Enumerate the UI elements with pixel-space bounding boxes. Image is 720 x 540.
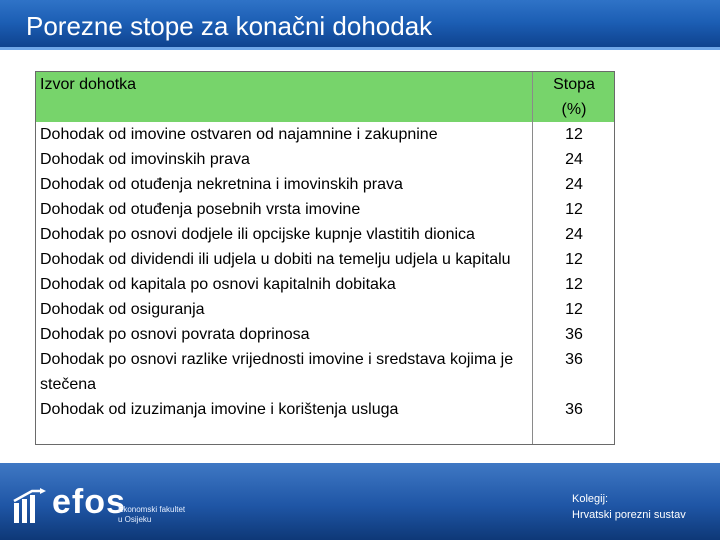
- header-rate-line2: (%): [561, 101, 587, 118]
- row-source: Dohodak od izuzimanja imovine i korištenja usluga: [40, 401, 399, 418]
- table-row: [36, 222, 614, 247]
- course-name: Hrvatski porezni sustav: [572, 509, 686, 521]
- row-rate: 12: [565, 276, 583, 293]
- table-row: [36, 122, 614, 147]
- slide-title-bar: [0, 0, 720, 50]
- row-source: Dohodak od imovine ostvaren od najamnine i zakupnine: [40, 126, 438, 143]
- row-rate: 24: [565, 151, 583, 168]
- table-row: [36, 397, 614, 422]
- row-rate: 36: [565, 351, 583, 368]
- row-rate: 36: [565, 401, 583, 418]
- table-row: [36, 297, 614, 322]
- row-source: Dohodak od dividendi ili udjela u dobiti na temelju udjela u kapitalu: [40, 251, 511, 268]
- row-source: Dohodak po osnovi razlike vrijednosti imovine i sredstava kojima je stečena: [40, 351, 514, 393]
- row-rate: 36: [565, 326, 583, 343]
- row-source: Dohodak od otuđenja posebnih vrsta imovine: [40, 201, 361, 218]
- row-source: Dohodak od imovinskih prava: [40, 151, 250, 168]
- row-rate: 12: [565, 301, 583, 318]
- row-rate: 24: [565, 226, 583, 243]
- title-underline: [0, 47, 720, 50]
- row-source: Dohodak od osiguranja: [40, 301, 205, 318]
- row-rate: 12: [565, 126, 583, 143]
- logo-subtitle: [118, 505, 185, 525]
- row-rate: 24: [565, 176, 583, 193]
- logo-subtitle-line1: Ekonomski fakultet: [118, 505, 186, 514]
- logo-subtitle-line2: u Osijeku: [118, 515, 152, 524]
- row-source: Dohodak po osnovi povrata doprinosa: [40, 326, 310, 343]
- row-source: Dohodak po osnovi dodjele ili opcijske kupnje vlastitih dionica: [40, 226, 475, 243]
- row-rate: 12: [565, 201, 583, 218]
- efos-logo-icon: [12, 487, 52, 527]
- slide-footer: [0, 463, 720, 540]
- row-source: Dohodak od kapitala po osnovi kapitalnih dobitaka: [40, 276, 396, 293]
- table-row: [36, 197, 614, 222]
- table-row: [36, 322, 614, 347]
- header-source: Izvor dohotka: [36, 72, 534, 122]
- course-info: [572, 491, 686, 523]
- table-row: [36, 272, 614, 297]
- table-row: [36, 247, 614, 272]
- course-label: Kolegij:: [572, 493, 609, 505]
- header-rate-line1: Stopa: [553, 76, 595, 93]
- table-row: [36, 347, 614, 397]
- slide-title: Porezne stope za konačni dohodak: [26, 11, 433, 41]
- table-header-row: [36, 72, 614, 122]
- header-rate: [534, 72, 614, 122]
- row-rate: 12: [565, 251, 583, 268]
- row-source: Dohodak od otuđenja nekretnina i imovinskih prava: [40, 176, 403, 193]
- table-row: [36, 147, 614, 172]
- tax-rate-table: [36, 72, 614, 422]
- table-row: [36, 172, 614, 197]
- logo-text: efos: [52, 483, 126, 521]
